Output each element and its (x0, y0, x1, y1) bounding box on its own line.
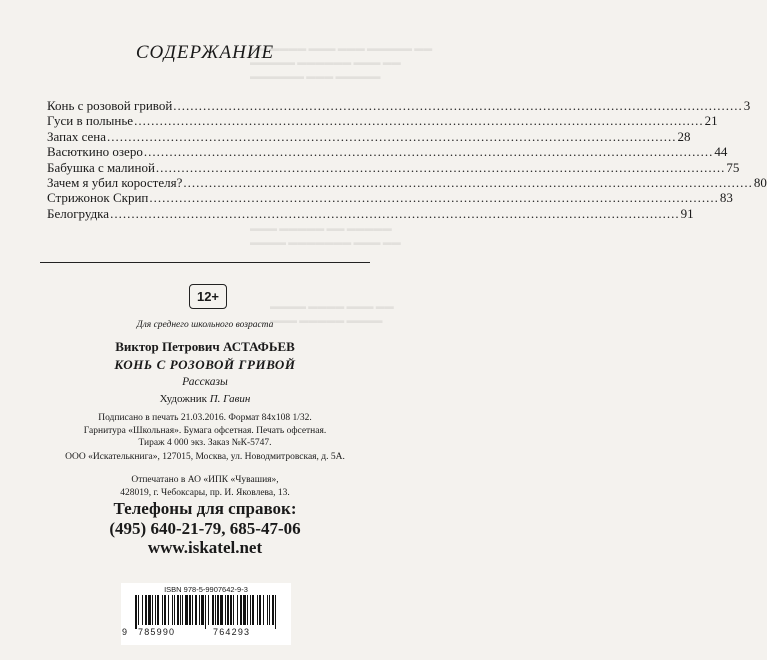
toc-entry-page: 21 (704, 113, 718, 129)
genre: Рассказы (182, 376, 228, 388)
barcode-bar (257, 595, 258, 625)
illustrator-label: Художник (159, 393, 207, 405)
barcode-bar (177, 595, 179, 625)
barcode-bar (189, 595, 191, 625)
barcode-bar (243, 595, 246, 625)
ean-right-digits: 764293 (213, 627, 251, 637)
age-rating-badge: 12+ (189, 284, 227, 309)
toc-leader-dots (144, 144, 714, 159)
barcode-bar (162, 595, 163, 625)
illustrator-name: П. Гавин (209, 393, 251, 405)
barcode-bar (174, 595, 175, 625)
ean-left-digits: 785990 (138, 627, 176, 637)
show-through-text: ▬▬ ▬▬▬▬ ▬▬▬ ▬▬▬ ▬▬▬▬▬ ▬▬ (250, 43, 433, 53)
barcode-bar (217, 595, 219, 625)
toc-entry-title: Гуси в полынье (47, 113, 134, 129)
contacts (0, 499, 410, 558)
barcode-bar (201, 595, 204, 625)
toc-entry-title: Стрижонок Скрип (47, 190, 149, 206)
barcode-bar (152, 595, 153, 625)
imprint-line: Подписано в печать 21.03.2016. Формат 84x108 1/32. (98, 413, 312, 423)
toc-entry (47, 174, 767, 190)
toc-entry (47, 113, 718, 129)
ean-lead-digit: 9 (122, 627, 129, 637)
barcode-bar (215, 595, 216, 625)
contacts-label: Телефоны для справок: (113, 499, 297, 518)
toc-entry (47, 205, 694, 221)
barcode-bar (185, 595, 188, 625)
toc-entry-page: 83 (719, 190, 733, 206)
barcode-bar (230, 595, 232, 625)
barcode-bar (240, 595, 242, 625)
barcode-bar (225, 595, 226, 625)
imprint-details (0, 412, 410, 450)
toc-leader-dots (156, 160, 726, 175)
toc-entry-title: Бабушка с малиной (47, 159, 155, 175)
show-through-text: ▬▬▬▬▬ ▬▬▬▬▬▬ ▬▬▬ ▬▬ (250, 57, 401, 67)
barcode-bar (168, 595, 169, 625)
toc-entry-page: 44 (714, 144, 728, 160)
publisher-address: ООО «Искателькнига», 127015, Москва, ул. Новодмитровская, д. 5А. (65, 452, 345, 462)
barcode-panel (121, 583, 291, 645)
toc-entry (47, 144, 728, 160)
show-through-text: ▬▬▬▬ ▬▬▬▬ ▬▬▬ ▬▬ (270, 301, 394, 311)
barcode-bar (233, 595, 234, 625)
book-title: КОНЬ С РОЗОВОЙ ГРИВОЙ (114, 357, 296, 372)
imprint-line: Тираж 4 000 экз. Заказ №К-5747. (138, 438, 272, 449)
barcode-bar (182, 595, 183, 625)
divider (40, 262, 370, 263)
toc-entry-title: Васюткино озеро (47, 144, 143, 160)
barcode-bar (164, 595, 166, 625)
show-through-text: ▬▬▬ ▬▬▬▬▬ ▬▬ ▬▬▬▬▬ (250, 223, 392, 233)
toc-leader-dots (183, 175, 753, 190)
barcode-bar (138, 595, 139, 625)
barcode-bar (275, 595, 276, 629)
barcode-bar (220, 595, 223, 625)
toc-leader-dots (107, 129, 677, 144)
show-through-text: ▬▬▬▬ ▬▬▬▬▬▬▬ ▬▬▬ ▬▬ (250, 237, 401, 247)
barcode-bar (227, 595, 229, 625)
barcode-bar (267, 595, 268, 625)
barcode-bar (205, 595, 206, 629)
toc-entry (47, 190, 733, 206)
isbn-text: ISBN 978-5-9907642-9-3 (164, 585, 248, 594)
barcode-bar (252, 595, 254, 625)
show-through-text: ▬▬▬ ▬▬▬▬▬ ▬▬▬▬ (270, 315, 383, 325)
printer-line: 428019, г. Чебоксары, пр. И. Яковлева, 13. (120, 487, 290, 498)
imprint-line: Гарнитура «Школьная». Бумага офсетная. Печать офсетная. (83, 425, 327, 436)
author-name: Виктор Петрович АСТАФЬЕВ (115, 339, 295, 354)
barcode-graphic (127, 595, 285, 629)
toc-leader-dots (110, 206, 680, 221)
toc-title: СОДЕРЖАНИЕ (135, 42, 275, 63)
barcode-bar (142, 595, 143, 625)
toc-entry-title: Зачем я убил коростеля? (47, 174, 183, 190)
toc-entry-page: 80 (753, 174, 767, 190)
show-through-text: ▬▬▬▬▬▬ ▬▬▬ ▬▬▬▬▬ (250, 71, 381, 81)
toc-entry (47, 128, 691, 144)
toc-entry-page: 28 (677, 128, 691, 144)
barcode-bar (148, 595, 151, 625)
toc-entry-title: Белогрудка (47, 205, 110, 221)
barcode-bar (247, 595, 248, 625)
toc-entry (47, 159, 740, 175)
barcode-bar (135, 595, 137, 629)
barcode-bar (192, 595, 193, 625)
phone-numbers: (495) 640-21-79, 685-47-06 (109, 518, 301, 538)
toc-entry-title: Конь с розовой гривой (47, 98, 173, 113)
barcode-bar (155, 595, 156, 625)
barcode-bar (172, 595, 173, 625)
toc-entry (47, 98, 751, 113)
barcode-bar (199, 595, 200, 625)
website-link[interactable]: www.iskatel.net (147, 538, 263, 557)
barcode-bar (180, 595, 181, 625)
toc-entry-title: Запах сена (47, 128, 107, 144)
printer-details (0, 474, 410, 499)
toc-entry-page: 91 (680, 205, 694, 221)
audience-note: Для среднего школьного возраста (136, 320, 274, 330)
toc-entry-page: 3 (743, 98, 751, 113)
printer-line: Отпечатано в АО «ИПК «Чувашия», (131, 475, 279, 485)
toc-leader-dots (149, 190, 719, 205)
barcode-bar (157, 595, 159, 625)
barcode-bar (237, 595, 238, 625)
illustrator (0, 393, 410, 405)
barcode-bar (269, 595, 270, 625)
barcode-bar (212, 595, 214, 625)
barcode-bar (195, 595, 197, 625)
barcode-bar (145, 595, 147, 625)
barcode-bar (263, 595, 264, 625)
toc-entry-page: 75 (726, 159, 740, 175)
barcode-bar (272, 595, 274, 625)
toc-leader-dots (134, 113, 704, 128)
toc-leader-dots (173, 98, 743, 113)
barcode-bar (208, 595, 209, 625)
barcode-bar (259, 595, 261, 625)
table-of-contents (47, 98, 767, 221)
barcode-bar (250, 595, 251, 625)
